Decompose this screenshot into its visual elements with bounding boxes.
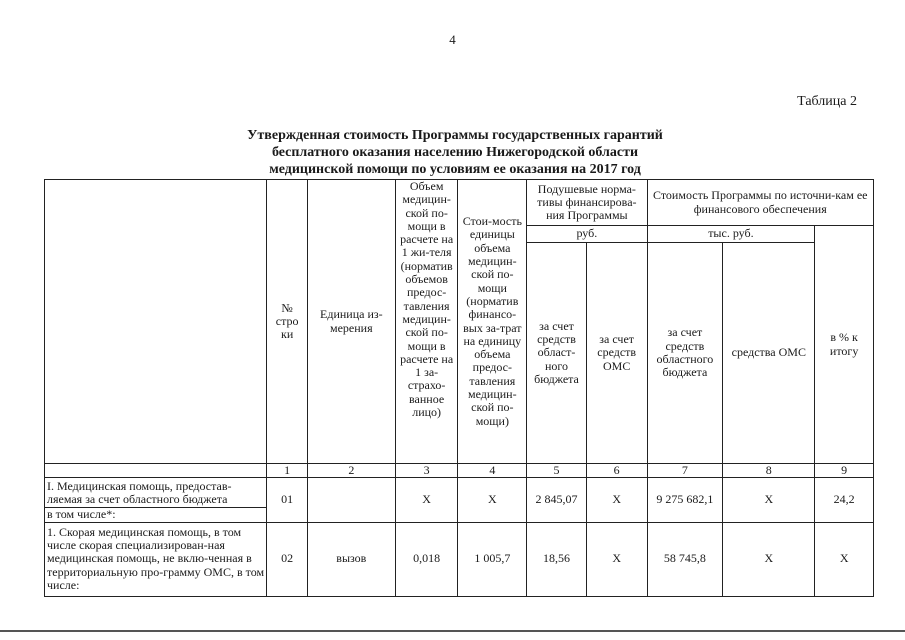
column-number-blank bbox=[45, 464, 267, 478]
title-line-2: бесплатного оказания населению Нижегородской области bbox=[271, 145, 639, 160]
row-pc-oms: X bbox=[586, 478, 647, 522]
row-pc-budget: 18,56 bbox=[527, 522, 587, 596]
header-thous-rub: тыс. руб. bbox=[647, 226, 815, 243]
page-number: 4 bbox=[449, 32, 456, 47]
header-program-cost: Стоимость Программы по источни-кам ее финансового обеспечения bbox=[647, 180, 874, 226]
header-cost-oms: средства ОМС bbox=[723, 243, 815, 464]
table-title bbox=[150, 127, 760, 178]
row-cost-oms: X bbox=[723, 522, 815, 596]
table-row bbox=[45, 478, 874, 508]
column-number: 9 bbox=[815, 464, 874, 478]
header-rub: руб. bbox=[527, 226, 647, 243]
header-cost: Стои-мость единицы объема медицин-ской по-мощи (норматив финансо-вых за-трат на единицу объема предос-тавления медицин-ской по-мощи) bbox=[458, 180, 527, 464]
row-cost-budget: 9 275 682,1 bbox=[647, 478, 723, 522]
row-volume: X bbox=[395, 478, 458, 522]
header-pc-oms-funds: за счет средств ОМС bbox=[586, 243, 647, 464]
program-cost-table bbox=[44, 179, 874, 597]
header-cost-regional-budget: за счет средств областного бюджета bbox=[647, 243, 723, 464]
row-name: 1. Скорая медицинская помощь, в том числе скорая специализирован-ная медицинская помощь, не вклю-ченная в территориальную про-грамму ОМС, в том числе: bbox=[45, 522, 267, 596]
header-row-num: № стро ки bbox=[267, 180, 307, 464]
row-percent: 24,2 bbox=[815, 478, 874, 522]
row-pc-oms: X bbox=[586, 522, 647, 596]
row-num: 01 bbox=[267, 478, 307, 522]
table-row bbox=[45, 522, 874, 596]
row-cost-oms: X bbox=[723, 478, 815, 522]
header-name-cell bbox=[45, 180, 267, 464]
row-name-extra: в том числе*: bbox=[45, 508, 267, 522]
column-number-row bbox=[45, 464, 874, 478]
column-number: 2 bbox=[307, 464, 395, 478]
bottom-rule bbox=[0, 630, 905, 632]
row-pc-budget: 2 845,07 bbox=[527, 478, 587, 522]
row-cost: X bbox=[458, 478, 527, 522]
row-name: I. Медицинская помощь, предостав-ляемая за счет областного бюджета bbox=[45, 478, 267, 508]
table-label: Таблица 2 bbox=[797, 94, 857, 109]
header-pc-regional-budget: за счет средств област-ного бюджета bbox=[527, 243, 587, 464]
row-cost-budget: 58 745,8 bbox=[647, 522, 723, 596]
column-number: 6 bbox=[586, 464, 647, 478]
row-volume: 0,018 bbox=[395, 522, 458, 596]
column-number: 7 bbox=[647, 464, 723, 478]
header-percent-total: в % к итогу bbox=[815, 226, 874, 464]
header-unit: Единица из-мерения bbox=[307, 180, 395, 464]
row-unit: вызов bbox=[307, 522, 395, 596]
header-volume: Объем медицин-ской по-мощи в расчете на 1 жи-теля (норматив объемов предос-тавления медицин-ской по-мощи в расчете на 1 за-страхо-ванное лицо) bbox=[395, 180, 458, 464]
column-number: 4 bbox=[458, 464, 527, 478]
row-num: 02 bbox=[267, 522, 307, 596]
header-per-capita: Подушевые норма-тивы финансирова-ния Программы bbox=[527, 180, 647, 226]
column-number: 5 bbox=[527, 464, 587, 478]
row-unit bbox=[307, 478, 395, 522]
column-number: 3 bbox=[395, 464, 458, 478]
title-line-3: медицинской помощи по условиям ее оказания на 2017 год bbox=[269, 162, 641, 177]
row-cost: 1 005,7 bbox=[458, 522, 527, 596]
column-number: 1 bbox=[267, 464, 307, 478]
title-line-1: Утвержденная стоимость Программы государственных гарантий bbox=[247, 128, 663, 143]
row-percent: X bbox=[815, 522, 874, 596]
column-number: 8 bbox=[723, 464, 815, 478]
